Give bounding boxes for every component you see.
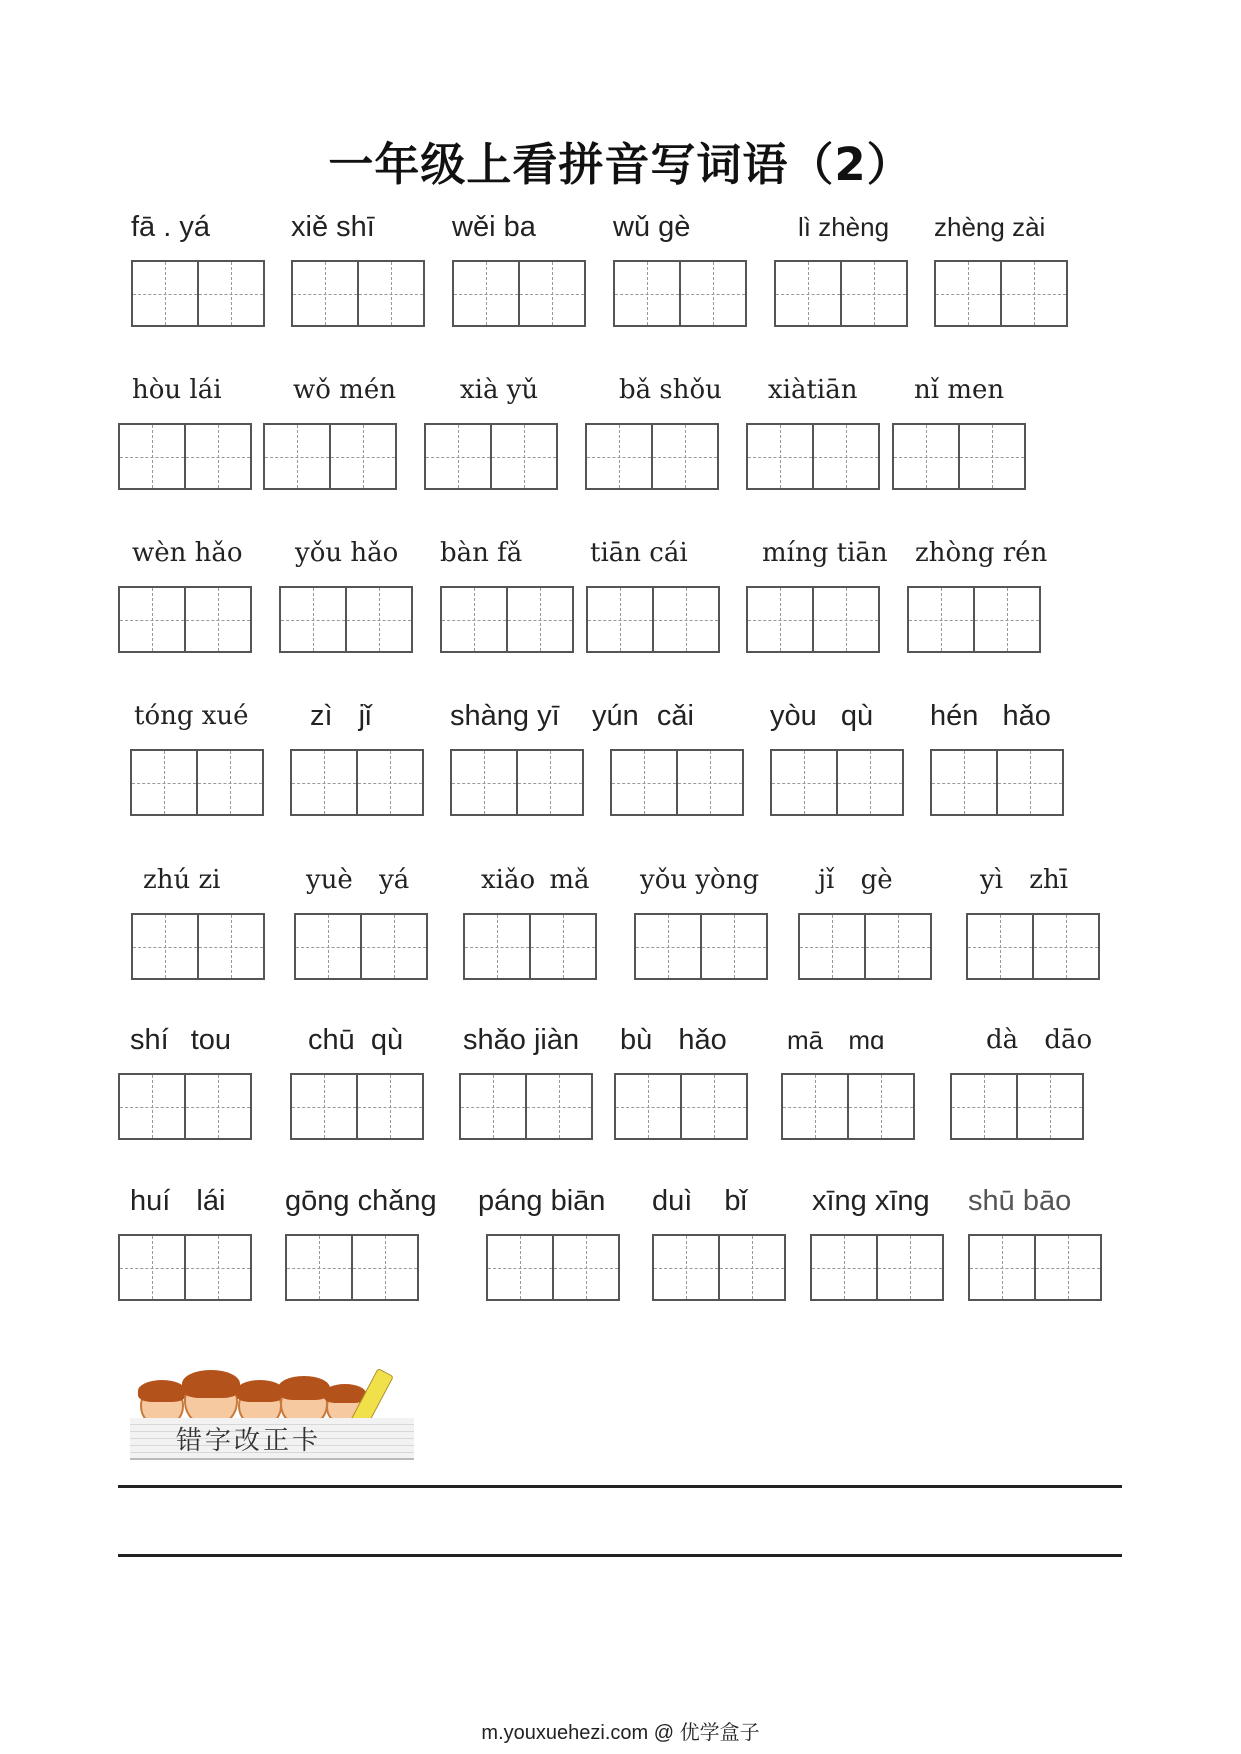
pinyin-text: bù hǎo xyxy=(620,1024,727,1056)
pinyin-text: shǎo jiàn xyxy=(463,1024,580,1056)
word-item xyxy=(652,1170,812,1299)
pinyin-text: shàng yī xyxy=(450,700,560,732)
pinyin-text: shū bāo xyxy=(968,1185,1072,1217)
writing-grid[interactable] xyxy=(746,423,878,488)
word-item xyxy=(130,685,290,814)
writing-grid[interactable] xyxy=(279,586,411,651)
word-item xyxy=(290,1009,450,1138)
writing-grid[interactable] xyxy=(118,423,250,488)
word-item xyxy=(907,522,1067,651)
pinyin-row-1 xyxy=(0,196,1241,346)
word-item xyxy=(968,1170,1128,1299)
word-item xyxy=(634,849,794,978)
pinyin-text: bàn fǎ xyxy=(440,538,523,568)
pinyin-text: chū qù xyxy=(308,1024,404,1056)
word-item xyxy=(478,1170,646,1299)
pinyin-text: nǐ men xyxy=(914,375,1005,405)
writing-grid[interactable] xyxy=(614,1073,746,1138)
pinyin-text: hòu lái xyxy=(132,375,222,405)
writing-grid[interactable] xyxy=(263,423,395,488)
pinyin-text: míng tiān xyxy=(762,538,888,568)
word-item xyxy=(614,1009,774,1138)
writing-grid[interactable] xyxy=(774,260,906,325)
pinyin-text: jǐ gè xyxy=(818,865,893,895)
word-item xyxy=(118,1009,278,1138)
pinyin-row-6 xyxy=(0,1009,1241,1159)
pinyin-text: zhú zi xyxy=(143,865,221,895)
pinyin-text: dà dāo xyxy=(986,1025,1093,1055)
writing-grid[interactable] xyxy=(968,1234,1100,1299)
pinyin-text: fā . yá xyxy=(131,211,210,243)
writing-grid[interactable] xyxy=(290,1073,422,1138)
pinyin-text: tóng xué xyxy=(134,701,249,731)
pinyin-text: xià yǔ xyxy=(460,375,539,405)
pinyin-text: wǔ gè xyxy=(613,211,691,243)
pinyin-text: yǒu hǎo xyxy=(295,538,399,568)
pinyin-text: yòu qù xyxy=(770,700,874,732)
writing-grid[interactable] xyxy=(907,586,1039,651)
writing-grid[interactable] xyxy=(810,1234,942,1299)
word-item xyxy=(774,196,934,325)
word-item xyxy=(263,359,423,488)
writing-grid[interactable] xyxy=(613,260,745,325)
word-item xyxy=(290,685,450,814)
pinyin-text: xiàtiān xyxy=(768,375,858,405)
word-item xyxy=(294,849,454,978)
writing-grid[interactable] xyxy=(966,913,1098,978)
word-item xyxy=(459,1009,619,1138)
footer-source: m.youxuehezi.com @ 优学盒子 xyxy=(481,1722,760,1744)
writing-grid[interactable] xyxy=(459,1073,591,1138)
answer-line-2[interactable] xyxy=(118,1554,1122,1557)
word-item xyxy=(770,685,930,814)
pinyin-text: zhòng rén xyxy=(915,538,1048,568)
word-item xyxy=(279,522,439,651)
page-title: 一年级上看拼音写词语（2） xyxy=(328,138,913,191)
writing-grid[interactable] xyxy=(610,749,742,814)
pinyin-row-2 xyxy=(0,359,1241,509)
writing-grid[interactable] xyxy=(450,749,582,814)
word-item xyxy=(810,1170,970,1299)
writing-grid[interactable] xyxy=(118,586,250,651)
writing-grid[interactable] xyxy=(290,749,422,814)
correction-card-badge xyxy=(128,1362,418,1462)
writing-grid[interactable] xyxy=(285,1234,417,1299)
writing-grid[interactable] xyxy=(652,1234,784,1299)
writing-grid[interactable] xyxy=(770,749,902,814)
writing-grid[interactable] xyxy=(934,260,1066,325)
writing-grid[interactable] xyxy=(586,586,718,651)
word-item xyxy=(781,1009,941,1138)
writing-grid[interactable] xyxy=(440,586,572,651)
pinyin-row-7 xyxy=(0,1170,1241,1320)
answer-line-1[interactable] xyxy=(118,1485,1122,1488)
writing-grid[interactable] xyxy=(294,913,426,978)
pinyin-text: xiǎo mǎ xyxy=(481,865,590,895)
correction-card-label: 错字改正卡 xyxy=(176,1426,322,1456)
writing-grid[interactable] xyxy=(486,1234,618,1299)
word-item xyxy=(118,1170,278,1299)
word-item xyxy=(585,359,745,488)
word-item xyxy=(930,685,1090,814)
writing-grid[interactable] xyxy=(131,260,263,325)
pinyin-row-4 xyxy=(0,685,1241,835)
pinyin-text: xīng xīng xyxy=(812,1185,930,1217)
word-item xyxy=(452,196,612,325)
writing-grid[interactable] xyxy=(131,913,263,978)
pinyin-text: zì jǐ xyxy=(310,700,372,732)
word-item xyxy=(934,196,1094,325)
writing-grid[interactable] xyxy=(634,913,766,978)
pinyin-text: wǒ mén xyxy=(293,375,396,405)
word-item xyxy=(950,1009,1110,1138)
word-item xyxy=(291,196,451,325)
writing-grid[interactable] xyxy=(452,260,584,325)
writing-grid[interactable] xyxy=(950,1073,1082,1138)
pinyin-row-3 xyxy=(0,522,1241,672)
word-item xyxy=(131,849,291,978)
writing-grid[interactable] xyxy=(291,260,423,325)
pinyin-text: mā mɑ xyxy=(787,1025,885,1055)
pinyin-text: zhèng zài xyxy=(934,212,1046,242)
pinyin-text: duì bǐ xyxy=(652,1185,747,1217)
writing-grid[interactable] xyxy=(585,423,717,488)
word-item xyxy=(440,522,600,651)
word-item xyxy=(450,685,610,814)
word-item xyxy=(746,359,906,488)
pinyin-text: tiān cái xyxy=(590,538,688,568)
pinyin-text: wèn hǎo xyxy=(132,538,243,568)
pinyin-text: yǒu yòng xyxy=(640,865,760,895)
writing-grid[interactable] xyxy=(746,586,878,651)
writing-grid[interactable] xyxy=(781,1073,913,1138)
pinyin-text: wěi ba xyxy=(452,211,536,243)
writing-grid[interactable] xyxy=(130,749,262,814)
word-item xyxy=(131,196,291,325)
pinyin-text: xiě shī xyxy=(291,211,375,243)
pinyin-row-5 xyxy=(0,849,1241,999)
word-item xyxy=(586,522,746,651)
writing-grid[interactable] xyxy=(798,913,930,978)
pinyin-text: bǎ shǒu xyxy=(619,375,722,405)
pinyin-text: hén hǎo xyxy=(930,700,1051,732)
word-item xyxy=(892,359,1052,488)
pinyin-text: shí tou xyxy=(130,1024,232,1056)
pinyin-text: yuè yá xyxy=(306,865,410,895)
word-item xyxy=(118,359,278,488)
word-item xyxy=(966,849,1126,978)
pinyin-text: gōng chǎng xyxy=(285,1185,437,1217)
word-item xyxy=(613,196,773,325)
pinyin-text: páng biān xyxy=(478,1185,606,1217)
word-item xyxy=(424,359,584,488)
pinyin-text: yì zhī xyxy=(980,865,1069,895)
writing-grid[interactable] xyxy=(118,1073,250,1138)
word-item xyxy=(592,685,770,814)
pinyin-text: lì zhèng xyxy=(798,212,890,242)
writing-grid[interactable] xyxy=(118,1234,250,1299)
word-item xyxy=(118,522,278,651)
pinyin-text: yún cǎi xyxy=(592,700,694,732)
word-item xyxy=(463,849,623,978)
writing-grid[interactable] xyxy=(892,423,1024,488)
pinyin-text: huí lái xyxy=(130,1185,226,1217)
word-item xyxy=(746,522,906,651)
writing-grid[interactable] xyxy=(463,913,595,978)
word-item xyxy=(285,1170,445,1299)
writing-grid[interactable] xyxy=(930,749,1062,814)
writing-grid[interactable] xyxy=(424,423,556,488)
word-item xyxy=(798,849,958,978)
